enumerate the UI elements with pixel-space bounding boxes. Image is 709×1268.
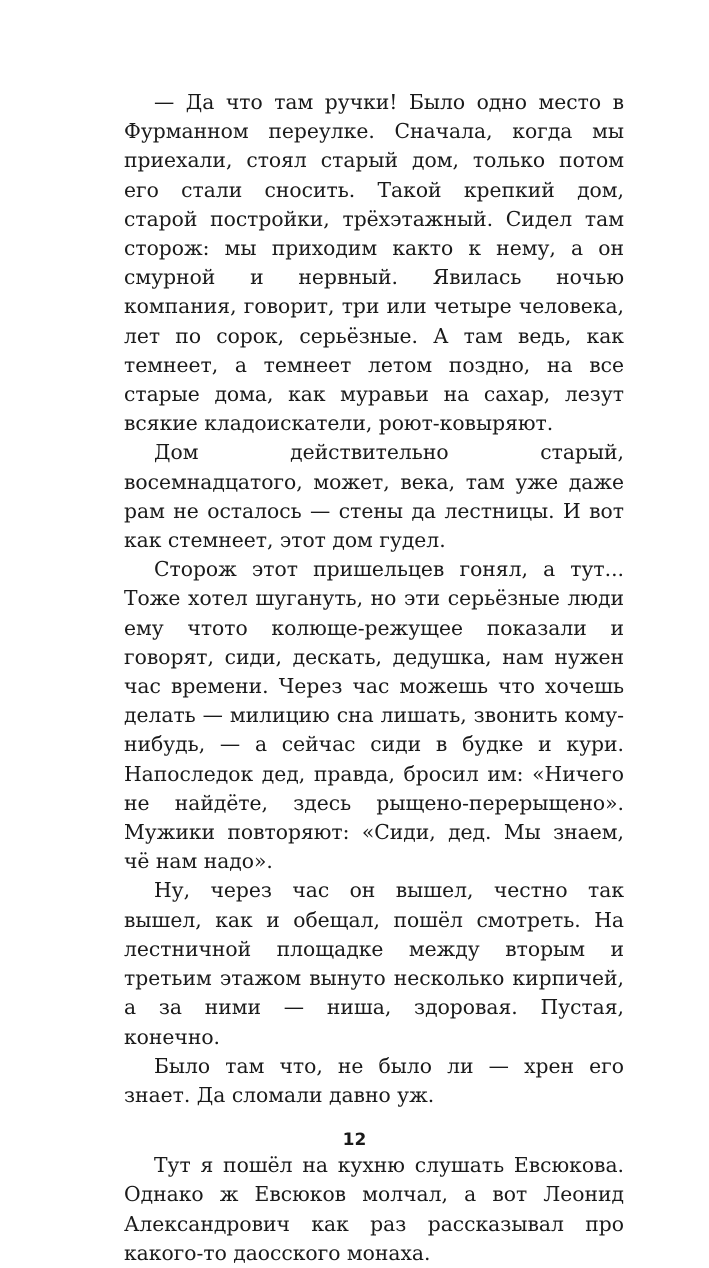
paragraph-6: Тут я пошёл на кухню слушать Евсюкова. Однако ж Евсюков молчал, а вот Леонид Александрович как раз рассказывал про какого-то даосского монаха. [124, 1153, 624, 1265]
paragraph-5: Было там что, не было ли — хрен его знает. Да сломали давно уж. [124, 1053, 624, 1107]
paragraph-2: Дом действительно старый, восемнадцатого, может, века, там уже даже рам не осталось — стены да лестницы. И вот как стемнеет, этот дом гудел. [124, 440, 624, 553]
page-number: 12 [342, 1130, 367, 1150]
paragraph-3: Сторож этот пришельцев гонял, а тут... Тоже хотел шугануть, но эти серьёзные люди ему чтото колюще-режущее показали и говорят, сиди, дескать, дедушка, нам нужен час времени. Через час можешь что хочешь делать — милицию сна лишать, звонить кому-нибудь, — а сейчас сиди в будке и кури. Напоследок дед, правда, бросил им: «Ничего не найдёте, здесь рыщено-перерыщено». Мужики повторяют: «Сиди, дед. Мы знаем, чё нам надо». [124, 557, 624, 874]
paragraph-4: Ну, через час он вышел, честно так вышел, как и обещал, пошёл смотреть. На лестничной площадке между вторым и третьим этажом вынуто несколько кирпичей, а за ними — ниша, здоровая. Пустая, конечно. [124, 878, 624, 1049]
paragraph-1: — Да что там ручки! Было одно место в Фурманном переулке. Сначала, когда мы приехали, стоял старый дом, только потом его стали сносить. Такой крепкий дом, старой постройки, трёхэтажный. Сидел там сторож: мы приходим както к нему, а он смурной и нервный. Явилась ночью компания, говорит, три или четыре человека, лет по сорок, серьёзные. А там ведь, как темнеет, а темнеет летом поздно, на все старые дома, как муравьи на сахар, лезут всякие кладоискатели, роют-ковыряют. [124, 90, 624, 436]
page-text-block [124, 88, 624, 1268]
